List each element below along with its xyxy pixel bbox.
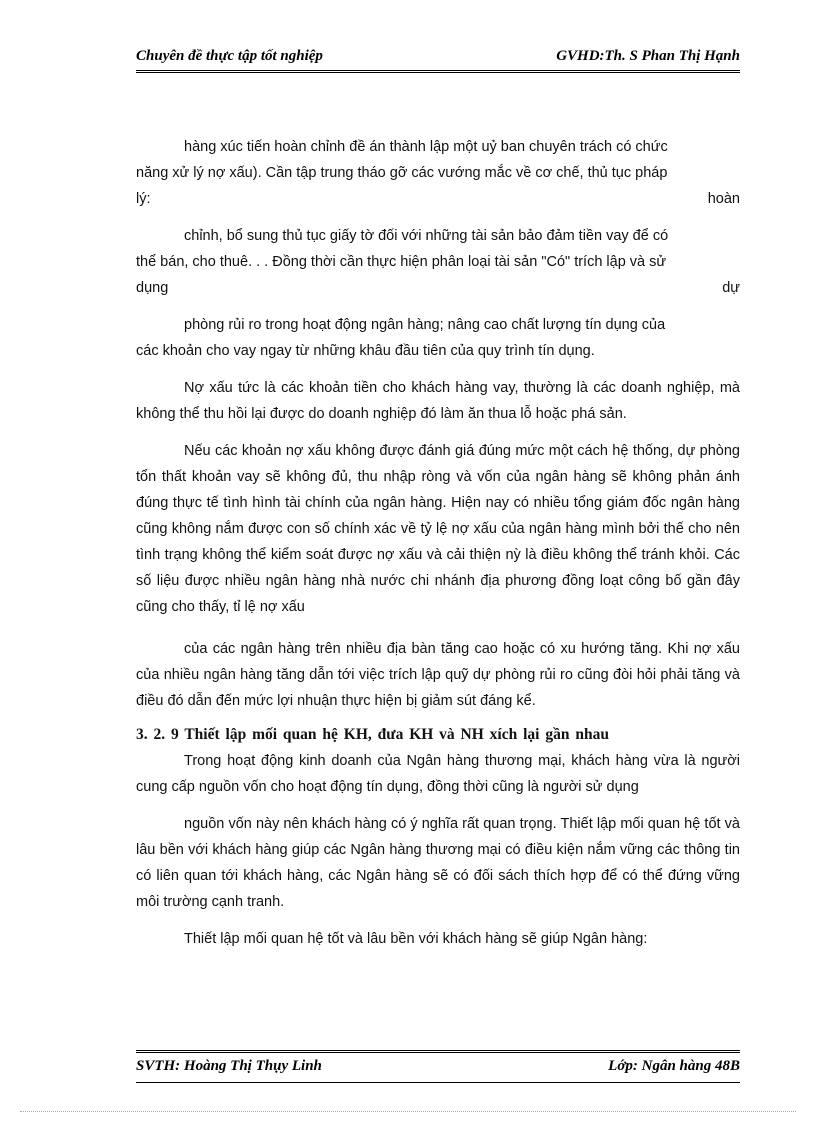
paragraph-1-word-start: lý: (136, 191, 151, 207)
paragraph-customer-role: Trong hoạt động kinh doanh của Ngân hàng thương mại, khách hàng vừa là người cung cấp nguồn vốn cho hoạt động tín dụng, đồng thời cũng là người sử dụng (136, 753, 740, 795)
paragraph-2-line-3 (136, 275, 740, 301)
paragraph-2-line-2: thể bán, cho thuê. . . Đồng thời cần thực hiện phân loại tài sản "Có" trích lập và sử (136, 254, 667, 270)
paragraph-relationship-benefits: Thiết lập mối quan hệ tốt và lâu bền với khách hàng sẽ giúp Ngân hàng: (184, 931, 648, 947)
paragraph-1-line-3 (136, 186, 740, 212)
footer-rule (136, 1050, 740, 1053)
section-heading: 3. 2. 9 Thiết lập mối quan hệ KH, đưa KH và NH xích lại gần nhau (136, 726, 609, 743)
paragraph-customer-relationship: nguồn vốn này nên khách hàng có ý nghĩa rất quan trọng. Thiết lập mối quan hệ tốt và lâu bền với khách hàng giúp các Ngân hàng thương mại có điều kiện nắm vững các thông tin có liên quan tới khách hàng, các Ngân hàng sẽ có đối sách thích hợp để có thể đứng vững môi trường cạnh tranh. (136, 816, 740, 910)
header-title: Chuyên đề thực tập tốt nghiệp (136, 48, 323, 64)
footer-class: Lớp: Ngân hàng 48B (608, 1058, 740, 1074)
paragraph-1-word-end: hoàn (707, 191, 740, 207)
paragraph-1-line-1: hàng xúc tiến hoàn chỉnh đề án thành lập một uỷ ban chuyên trách có chức (184, 139, 668, 155)
paragraph-2-word-end: dự (722, 280, 740, 296)
page-header (136, 48, 740, 65)
paragraph-1-line-2: năng xử lý nợ xấu). Cần tập trung tháo gỡ các vướng mắc về cơ chế, thủ tục pháp (136, 165, 668, 181)
paragraph-3-line-2: các khoản cho vay ngay từ những khâu đầu tiên của quy trình tín dụng. (136, 343, 595, 359)
footer-bottom-rule (136, 1082, 740, 1083)
page-footer (136, 1058, 740, 1075)
paragraph-3-line-1: phòng rủi ro trong hoạt động ngân hàng; nâng cao chất lượng tín dụng của (184, 317, 666, 333)
paragraph-bad-debt-increase: của các ngân hàng trên nhiều địa bàn tăng cao hoặc có xu hướng tăng. Khi nợ xấu của nhiều ngân hàng tăng dẫn tới việc trích lập quỹ dự phòng rủi ro cũng đòi hỏi phải tăng và điều đó dẫn đến mức lợi nhuận thực hiện bị giảm sút đáng kể. (136, 641, 740, 709)
paragraph-2-line-1: chỉnh, bổ sung thủ tục giấy tờ đối với những tài sản bảo đảm tiền vay để có (184, 228, 669, 244)
footer-student: SVTH: Hoàng Thị Thụy Linh (136, 1058, 322, 1074)
paragraph-bad-debt-assessment: Nếu các khoản nợ xấu không được đánh giá đúng mức một cách hệ thống, dự phòng tổn thất khoản vay sẽ không đủ, thu nhập ròng và vốn của ngân hàng sẽ không phản ánh đúng thực tế tình hình tài chính của ngân hàng. Hiện nay có nhiều tổng giám đốc ngân hàng cũng không nắm được con số chính xác về tỷ lệ nợ xấu của ngân hàng mình bởi thế cho nên tình trạng không thể kiểm soát được nợ xấu và cải thiện nỳ là điều không thể tránh khỏi. Các số liệu được nhiều ngân hàng nhà nước chi nhánh địa phương đồng loạt công bố gần đây cũng cho thấy, tỉ lệ nợ xấu (136, 443, 740, 615)
header-rule (136, 70, 740, 73)
header-advisor: GVHD:Th. S Phan Thị Hạnh (556, 48, 740, 64)
page-bottom-dotted-border (20, 1111, 796, 1112)
document-body (136, 134, 740, 952)
paragraph-2-word-start: dụng (136, 280, 169, 296)
paragraph-bad-debt-definition: Nợ xấu tức là các khoản tiền cho khách hàng vay, thường là các doanh nghiệp, mà không thể thu hồi lại được do doanh nghiệp đó làm ăn thua lỗ hoặc phá sản. (136, 380, 740, 422)
